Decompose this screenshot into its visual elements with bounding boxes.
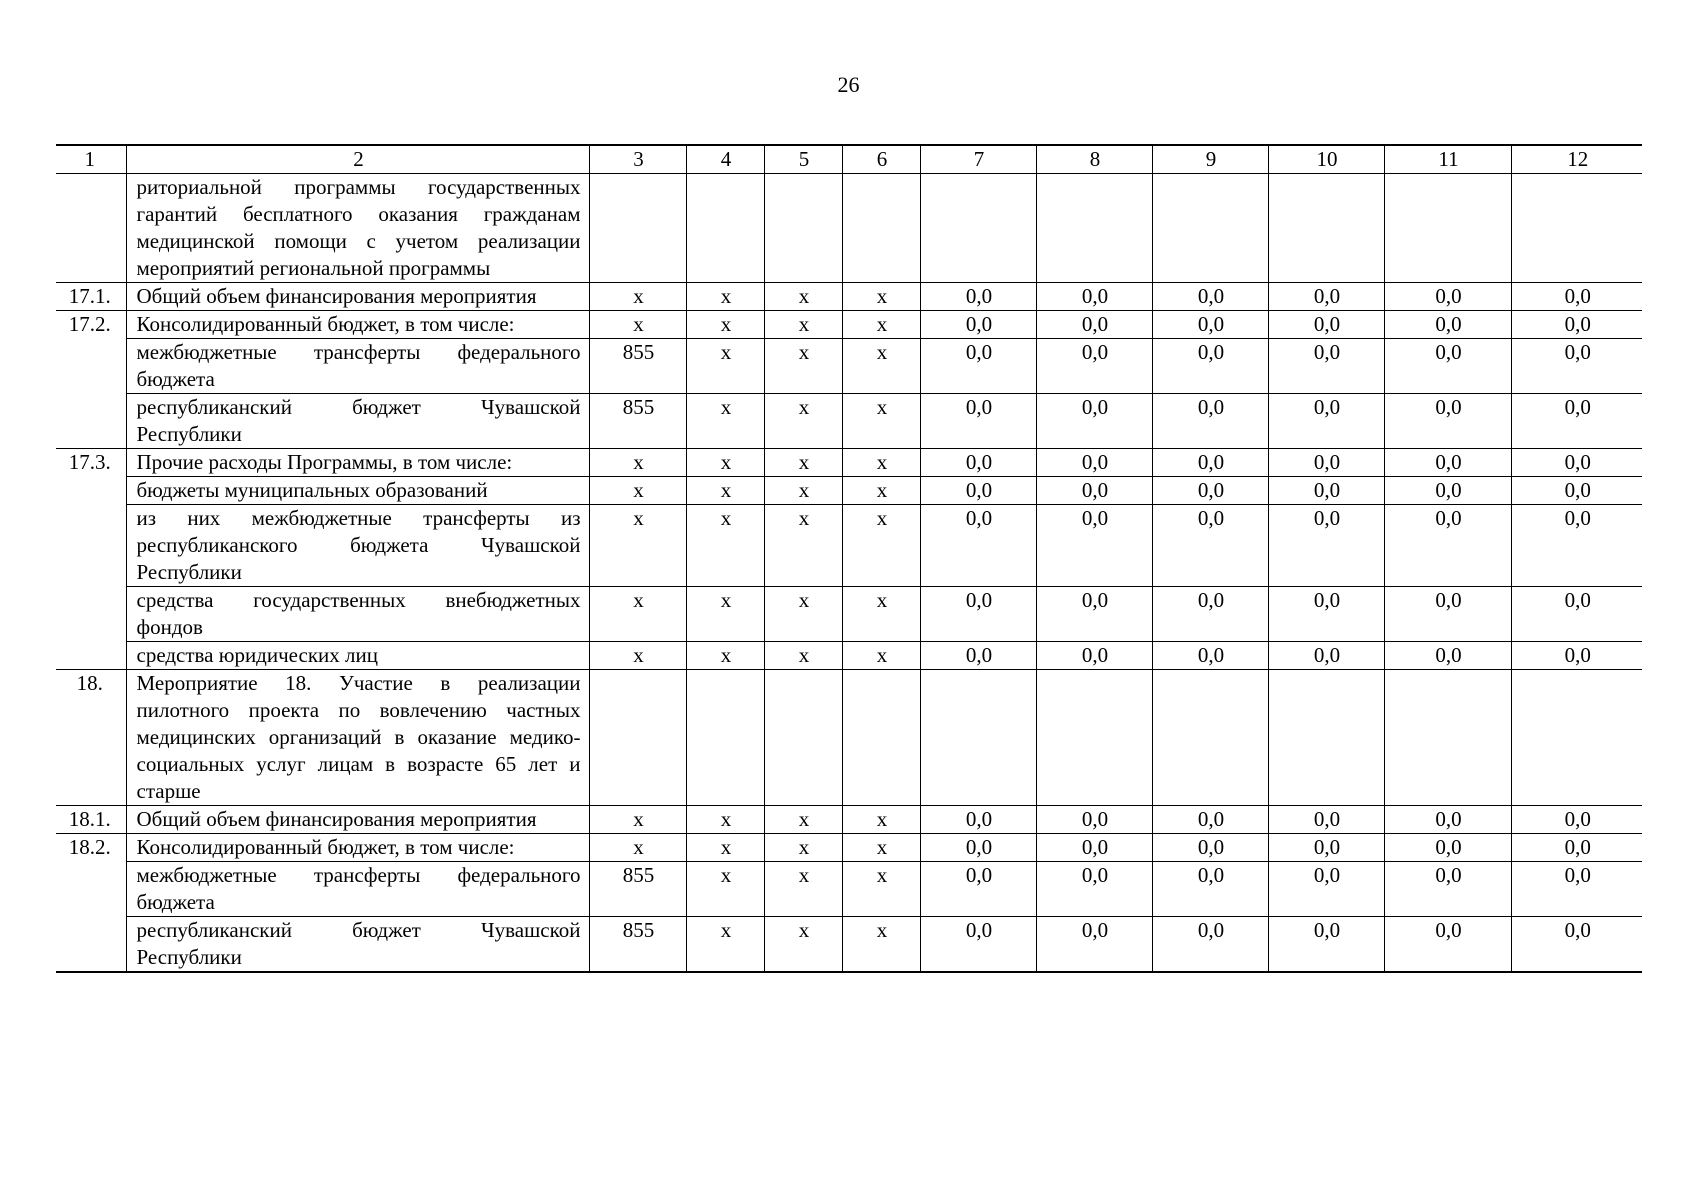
- column-header: 3: [589, 145, 686, 174]
- cell-col3: x: [589, 283, 686, 311]
- row-name: Общий объем финансирования мероприятия: [126, 806, 589, 834]
- cell-value: [1036, 174, 1152, 283]
- cell-col3: 855: [589, 917, 686, 973]
- cell-col4: [686, 670, 764, 806]
- cell-value: [920, 174, 1036, 283]
- cell-value: 0,0: [1036, 311, 1152, 339]
- cell-value: 0,0: [1152, 917, 1268, 973]
- cell-col3: x: [589, 587, 686, 642]
- cell-col6: x: [842, 505, 920, 587]
- table-row: [56, 477, 1642, 505]
- table-row: [56, 834, 1642, 862]
- row-name: республиканский бюджет Чувашской Республики: [126, 917, 589, 973]
- cell-value: 0,0: [1384, 834, 1511, 862]
- row-number: [56, 642, 126, 670]
- cell-value: [1036, 670, 1152, 806]
- cell-value: 0,0: [1268, 834, 1384, 862]
- cell-value: 0,0: [1152, 834, 1268, 862]
- cell-value: 0,0: [1268, 477, 1384, 505]
- cell-col6: x: [842, 587, 920, 642]
- cell-value: 0,0: [1036, 587, 1152, 642]
- cell-col5: x: [764, 449, 842, 477]
- cell-value: [1152, 174, 1268, 283]
- row-name: межбюджетные трансферты федерального бюджета: [126, 339, 589, 394]
- cell-value: 0,0: [1152, 283, 1268, 311]
- row-name: из них межбюджетные трансферты из республиканского бюджета Чувашской Республики: [126, 505, 589, 587]
- row-name: Мероприятие 18. Участие в реализации пилотного проекта по вовлечению частных медицинских организаций в оказание медико-социальных услуг лицам в возрасте 65 лет и старше: [126, 670, 589, 806]
- table-row: [56, 394, 1642, 449]
- cell-value: 0,0: [1384, 505, 1511, 587]
- cell-value: 0,0: [920, 339, 1036, 394]
- cell-col3: 855: [589, 862, 686, 917]
- row-number: [56, 174, 126, 283]
- row-number: 18.2.: [56, 834, 126, 862]
- cell-value: 0,0: [1152, 449, 1268, 477]
- row-number: 18.: [56, 670, 126, 806]
- cell-col5: [764, 670, 842, 806]
- cell-col5: x: [764, 917, 842, 973]
- column-header: 1: [56, 145, 126, 174]
- row-name: Общий объем финансирования мероприятия: [126, 283, 589, 311]
- cell-col4: x: [686, 283, 764, 311]
- cell-value: 0,0: [1511, 339, 1642, 394]
- cell-col3: [589, 174, 686, 283]
- table-row: [56, 917, 1642, 973]
- row-number: [56, 477, 126, 505]
- cell-value: 0,0: [1384, 587, 1511, 642]
- cell-value: [1384, 174, 1511, 283]
- cell-value: 0,0: [1511, 477, 1642, 505]
- cell-value: 0,0: [1268, 642, 1384, 670]
- cell-value: 0,0: [920, 806, 1036, 834]
- row-number: [56, 505, 126, 587]
- cell-col4: x: [686, 477, 764, 505]
- row-name: Консолидированный бюджет, в том числе:: [126, 311, 589, 339]
- table-body: [56, 145, 1642, 972]
- column-header: 2: [126, 145, 589, 174]
- cell-col4: x: [686, 834, 764, 862]
- cell-value: 0,0: [1511, 642, 1642, 670]
- cell-value: 0,0: [920, 394, 1036, 449]
- table-row: [56, 283, 1642, 311]
- cell-value: 0,0: [920, 311, 1036, 339]
- cell-col3: x: [589, 505, 686, 587]
- cell-col5: x: [764, 587, 842, 642]
- cell-value: 0,0: [920, 449, 1036, 477]
- row-number: 17.3.: [56, 449, 126, 477]
- table-row: [56, 449, 1642, 477]
- cell-value: 0,0: [1152, 339, 1268, 394]
- row-name: средства государственных внебюджетных фондов: [126, 587, 589, 642]
- cell-col6: x: [842, 449, 920, 477]
- table-row: [56, 339, 1642, 394]
- column-header: 10: [1268, 145, 1384, 174]
- cell-col6: x: [842, 806, 920, 834]
- column-header-row: [56, 145, 1642, 174]
- cell-value: 0,0: [1152, 311, 1268, 339]
- cell-value: 0,0: [920, 917, 1036, 973]
- cell-col3: x: [589, 477, 686, 505]
- cell-value: 0,0: [920, 587, 1036, 642]
- cell-col5: x: [764, 283, 842, 311]
- column-header: 7: [920, 145, 1036, 174]
- cell-col4: x: [686, 311, 764, 339]
- cell-value: 0,0: [1511, 311, 1642, 339]
- cell-value: 0,0: [1268, 449, 1384, 477]
- cell-col5: x: [764, 642, 842, 670]
- row-name: Прочие расходы Программы, в том числе:: [126, 449, 589, 477]
- cell-col6: x: [842, 862, 920, 917]
- cell-value: [1152, 670, 1268, 806]
- cell-value: 0,0: [1268, 283, 1384, 311]
- cell-value: 0,0: [1384, 311, 1511, 339]
- cell-value: 0,0: [1384, 477, 1511, 505]
- row-number: 18.1.: [56, 806, 126, 834]
- cell-value: 0,0: [920, 283, 1036, 311]
- financing-table: [56, 144, 1642, 973]
- cell-value: 0,0: [1036, 283, 1152, 311]
- cell-col6: x: [842, 283, 920, 311]
- table-row: [56, 587, 1642, 642]
- row-number: 17.2.: [56, 311, 126, 339]
- cell-value: 0,0: [1511, 505, 1642, 587]
- row-name: средства юридических лиц: [126, 642, 589, 670]
- cell-col4: x: [686, 862, 764, 917]
- cell-col6: x: [842, 477, 920, 505]
- cell-col4: [686, 174, 764, 283]
- cell-col3: x: [589, 311, 686, 339]
- cell-col5: x: [764, 806, 842, 834]
- cell-col5: x: [764, 311, 842, 339]
- table-row: [56, 311, 1642, 339]
- row-name: межбюджетные трансферты федерального бюджета: [126, 862, 589, 917]
- row-name: риториальной программы государственных гарантий бесплатного оказания гражданам медицинской помощи с учетом реализации мероприятий региональной программы: [126, 174, 589, 283]
- cell-value: 0,0: [1511, 862, 1642, 917]
- cell-value: 0,0: [1268, 339, 1384, 394]
- cell-col4: x: [686, 449, 764, 477]
- cell-col5: x: [764, 477, 842, 505]
- cell-col6: x: [842, 834, 920, 862]
- cell-value: 0,0: [1036, 477, 1152, 505]
- cell-col5: x: [764, 862, 842, 917]
- cell-value: 0,0: [1036, 642, 1152, 670]
- cell-col4: x: [686, 642, 764, 670]
- table-row: [56, 862, 1642, 917]
- cell-col4: x: [686, 505, 764, 587]
- column-header: 12: [1511, 145, 1642, 174]
- cell-value: 0,0: [1384, 806, 1511, 834]
- cell-value: 0,0: [1268, 311, 1384, 339]
- cell-value: 0,0: [920, 642, 1036, 670]
- page-number: 26: [837, 72, 860, 97]
- cell-value: 0,0: [1384, 642, 1511, 670]
- cell-col3: x: [589, 834, 686, 862]
- cell-value: 0,0: [1036, 505, 1152, 587]
- cell-value: 0,0: [1268, 806, 1384, 834]
- cell-col5: x: [764, 339, 842, 394]
- cell-value: 0,0: [1268, 917, 1384, 973]
- column-header: 5: [764, 145, 842, 174]
- cell-value: 0,0: [920, 834, 1036, 862]
- cell-value: [920, 670, 1036, 806]
- cell-col4: x: [686, 806, 764, 834]
- cell-value: 0,0: [1152, 642, 1268, 670]
- table-row: [56, 670, 1642, 806]
- cell-value: 0,0: [1036, 339, 1152, 394]
- cell-value: 0,0: [1511, 834, 1642, 862]
- cell-col4: x: [686, 587, 764, 642]
- cell-col4: x: [686, 917, 764, 973]
- row-number: [56, 587, 126, 642]
- row-number: 17.1.: [56, 283, 126, 311]
- cell-value: 0,0: [1268, 862, 1384, 917]
- row-name: республиканский бюджет Чувашской Республики: [126, 394, 589, 449]
- cell-col3: 855: [589, 339, 686, 394]
- cell-value: 0,0: [1384, 283, 1511, 311]
- cell-value: 0,0: [1152, 806, 1268, 834]
- cell-value: 0,0: [1511, 449, 1642, 477]
- cell-value: 0,0: [1511, 587, 1642, 642]
- cell-value: 0,0: [1384, 449, 1511, 477]
- cell-value: 0,0: [1152, 394, 1268, 449]
- cell-value: 0,0: [1384, 339, 1511, 394]
- cell-value: [1511, 174, 1642, 283]
- cell-value: 0,0: [1036, 806, 1152, 834]
- row-number: [56, 917, 126, 973]
- cell-col6: x: [842, 917, 920, 973]
- cell-col5: x: [764, 834, 842, 862]
- column-header: 9: [1152, 145, 1268, 174]
- row-number: [56, 394, 126, 449]
- cell-col6: x: [842, 394, 920, 449]
- cell-col4: x: [686, 339, 764, 394]
- cell-col5: [764, 174, 842, 283]
- column-header: 4: [686, 145, 764, 174]
- cell-col6: [842, 670, 920, 806]
- cell-value: 0,0: [1511, 806, 1642, 834]
- cell-col3: x: [589, 449, 686, 477]
- column-header: 8: [1036, 145, 1152, 174]
- row-number: [56, 339, 126, 394]
- cell-col3: 855: [589, 394, 686, 449]
- row-name: Консолидированный бюджет, в том числе:: [126, 834, 589, 862]
- cell-value: 0,0: [1152, 587, 1268, 642]
- cell-col3: [589, 670, 686, 806]
- cell-value: [1384, 670, 1511, 806]
- cell-value: [1511, 670, 1642, 806]
- cell-value: 0,0: [1268, 587, 1384, 642]
- table-row: [56, 642, 1642, 670]
- cell-value: 0,0: [1152, 477, 1268, 505]
- cell-col5: x: [764, 505, 842, 587]
- cell-value: 0,0: [1384, 394, 1511, 449]
- table-row: [56, 505, 1642, 587]
- cell-col3: x: [589, 642, 686, 670]
- cell-value: [1268, 670, 1384, 806]
- cell-col5: x: [764, 394, 842, 449]
- cell-value: 0,0: [1036, 449, 1152, 477]
- table-row: [56, 174, 1642, 283]
- cell-value: 0,0: [1384, 862, 1511, 917]
- row-name: бюджеты муниципальных образований: [126, 477, 589, 505]
- column-header: 11: [1384, 145, 1511, 174]
- cell-value: 0,0: [1036, 834, 1152, 862]
- cell-value: 0,0: [1268, 394, 1384, 449]
- cell-col4: x: [686, 394, 764, 449]
- cell-value: 0,0: [1152, 505, 1268, 587]
- cell-value: 0,0: [920, 477, 1036, 505]
- cell-value: 0,0: [1036, 394, 1152, 449]
- cell-value: 0,0: [1384, 917, 1511, 973]
- cell-value: [1268, 174, 1384, 283]
- cell-value: 0,0: [1511, 917, 1642, 973]
- cell-col6: x: [842, 642, 920, 670]
- table-row: [56, 806, 1642, 834]
- cell-value: 0,0: [1036, 862, 1152, 917]
- cell-value: 0,0: [1511, 283, 1642, 311]
- cell-value: 0,0: [1152, 862, 1268, 917]
- cell-col3: x: [589, 806, 686, 834]
- row-number: [56, 862, 126, 917]
- cell-col6: x: [842, 311, 920, 339]
- cell-value: 0,0: [1511, 394, 1642, 449]
- cell-value: 0,0: [1268, 505, 1384, 587]
- cell-value: 0,0: [920, 505, 1036, 587]
- cell-col6: [842, 174, 920, 283]
- column-header: 6: [842, 145, 920, 174]
- cell-value: 0,0: [920, 862, 1036, 917]
- cell-col6: x: [842, 339, 920, 394]
- cell-value: 0,0: [1036, 917, 1152, 973]
